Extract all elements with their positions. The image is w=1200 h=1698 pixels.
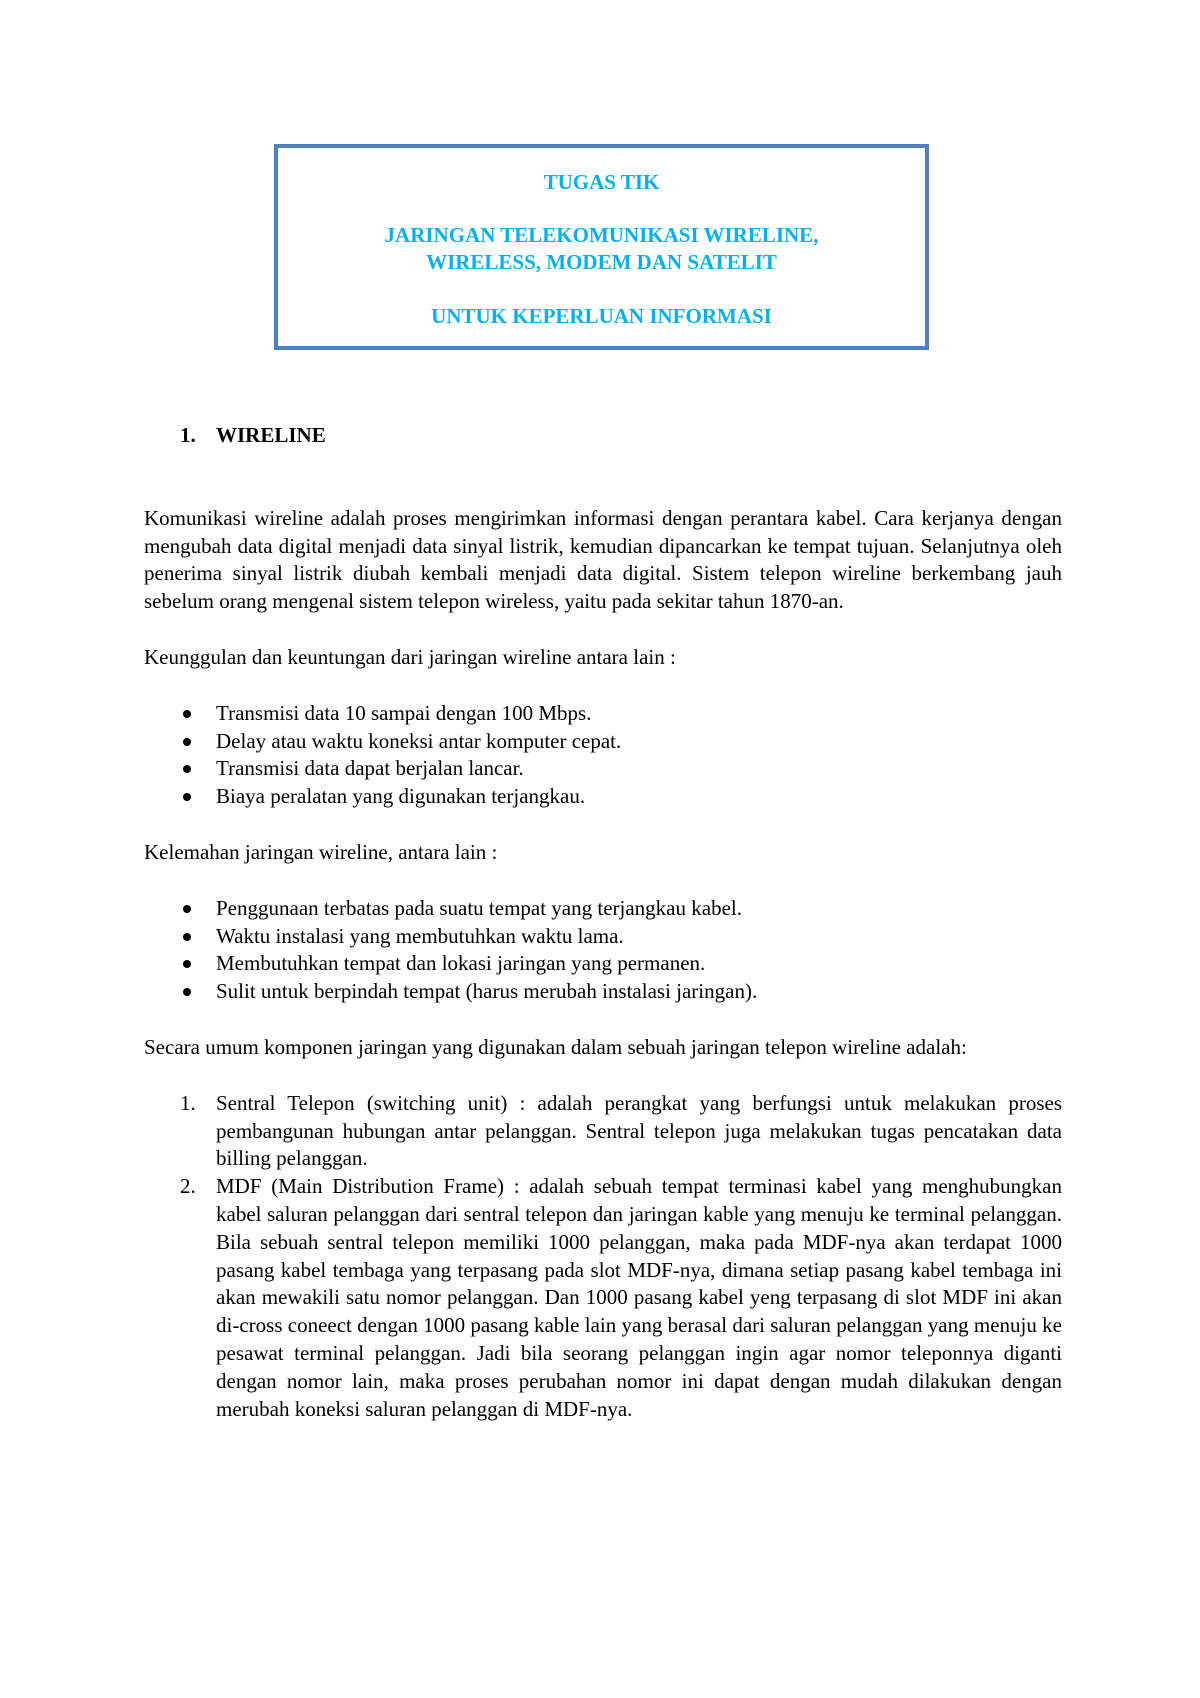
- section-number: 1.: [180, 423, 196, 447]
- weaknesses-intro: Kelemahan jaringan wireline, antara lain :: [144, 839, 498, 864]
- list-item-text: MDF (Main Distribution Frame) : adalah sebuah tempat terminasi kabel yang menghubungkan kabel saluran pelanggan dari sentral telepon dan jaringan kable yang menuju ke terminal pelanggan. Bila sebuah sentral telepon memiliki 1000 pelanggan, maka pada MDF-nya akan terdapat 1000 pasang kabel tembaga yang terpasang pada slot MDF-nya, dimana setiap pasang kabel tembaga ini akan mewakili satu nomor pelanggan. Dan 1000 pasang kabel yeng terpasang di slot MDF ini akan di-cross coneect dengan 1000 pasang kable lain yang berasal dari saluran pelanggan yang menuju ke pesawat terminal pelanggan. Jadi bila seorang pelanggan ingin agar nomor teleponnya diganti dengan nomor lain, maka proses perubahan nomor ini dapat dengan mudah dilakukan dengan merubah koneksi saluran pelanggan di MDF-nya.: [216, 1174, 1062, 1421]
- list-item-text: Sentral Telepon (switching unit) : adalah perangkat yang berfungsi untuk melakukan proses pembangunan hubungan antar pelanggan. Sentral telepon juga melakukan tugas pencatakan data billing pelanggan.: [216, 1090, 1062, 1171]
- advantages-intro: Keunggulan dan keuntungan dari jaringan wireline antara lain :: [144, 644, 676, 669]
- weaknesses-list: [144, 895, 1062, 1006]
- list-item: Sulit untuk berpindah tempat (harus merubah instalasi jaringan).: [216, 978, 1062, 1006]
- list-item: Membutuhkan tempat dan lokasi jaringan yang permanen.: [216, 950, 1062, 978]
- title-box: [274, 144, 929, 350]
- list-number: 2.: [180, 1174, 196, 1199]
- section-title: WIRELINE: [216, 423, 326, 447]
- list-item: Biaya peralatan yang digunakan terjangkau.: [216, 783, 1062, 811]
- list-item: Delay atau waktu koneksi antar komputer cepat.: [216, 728, 1062, 756]
- section-heading: [180, 422, 1062, 450]
- components-intro: Secara umum komponen jaringan yang digunakan dalam sebuah jaringan telepon wireline adalah:: [144, 1034, 967, 1059]
- list-item: Penggunaan terbatas pada suatu tempat yang terjangkau kabel.: [216, 895, 1062, 923]
- list-item: Transmisi data dapat berjalan lancar.: [216, 755, 1062, 783]
- list-number: 1.: [180, 1090, 196, 1115]
- list-item: Transmisi data 10 sampai dengan 100 Mbps.: [216, 700, 1062, 728]
- list-item: [180, 1090, 1062, 1173]
- title-line-3: WIRELESS, MODEM DAN SATELIT: [426, 250, 777, 274]
- document-body: [144, 422, 1062, 1423]
- title-line-1: TUGAS TIK: [543, 170, 660, 194]
- components-list: [144, 1090, 1062, 1424]
- list-item: Waktu instalasi yang membutuhkan waktu lama.: [216, 923, 1062, 951]
- title-line-2: JARINGAN TELEKOMUNIKASI WIRELINE,: [384, 223, 819, 247]
- advantages-list: [144, 700, 1062, 811]
- intro-paragraph: Komunikasi wireline adalah proses mengirimkan informasi dengan perantara kabel. Cara kerjanya dengan mengubah data digital menjadi data sinyal listrik, kemudian dipancarkan ke tempat tujuan. Selanjutnya oleh penerima sinyal listrik diubah kembali menjadi data digital. Sistem telepon wireline berkembang jauh sebelum orang mengenal sistem telepon wireless, yaitu pada sekitar tahun 1870-an.: [144, 505, 1062, 614]
- title-line-4: UNTUK KEPERLUAN INFORMASI: [431, 304, 772, 328]
- list-item: [180, 1173, 1062, 1423]
